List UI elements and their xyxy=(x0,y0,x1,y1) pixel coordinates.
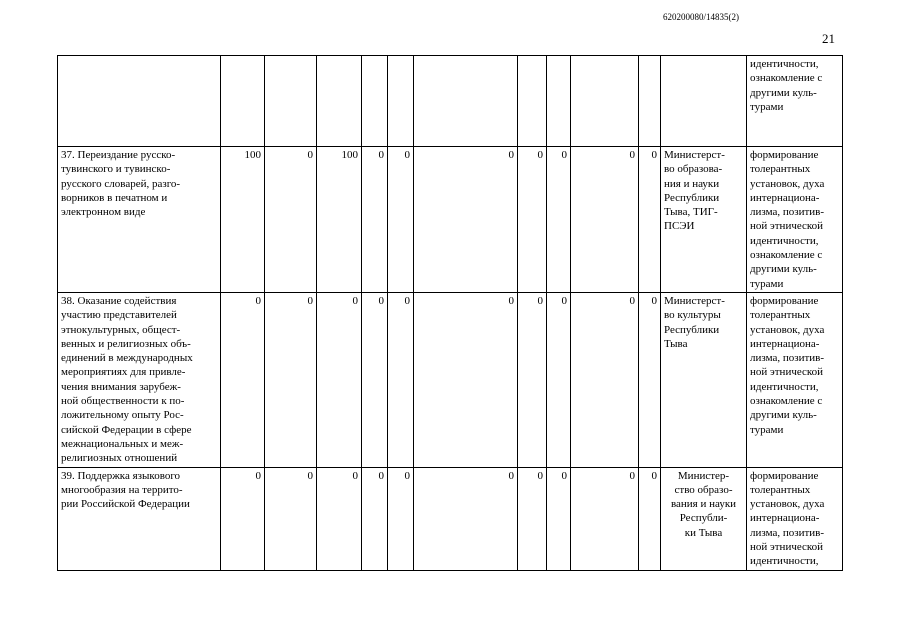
funding-value-cell-text: 0 xyxy=(651,295,657,307)
funding-value-cell xyxy=(639,147,661,293)
measure-name-cell xyxy=(58,56,221,147)
funding-value-cell xyxy=(221,147,265,293)
executor-cell-text: Министерст- во культуры Республики Тыва xyxy=(664,295,725,350)
funding-value-cell-text: 0 xyxy=(508,295,514,307)
funding-value-cell xyxy=(388,56,414,147)
funding-value-cell xyxy=(414,147,518,293)
funding-value-cell xyxy=(414,467,518,570)
funding-value-cell xyxy=(547,467,571,570)
funding-value-cell-text: 0 xyxy=(307,469,313,482)
funding-value-cell-text: 0 xyxy=(629,149,635,161)
funding-value-cell xyxy=(362,147,388,293)
executor-cell xyxy=(661,56,747,147)
document-number: 620200080/14835(2) xyxy=(663,12,739,22)
funding-value-cell-text: 0 xyxy=(255,469,261,482)
table-row xyxy=(58,293,843,468)
funding-value-cell xyxy=(414,56,518,147)
funding-value-cell-text: 100 xyxy=(244,149,261,161)
funding-value-cell-text: 0 xyxy=(378,149,384,161)
funding-value-cell-text: 0 xyxy=(537,295,543,307)
funding-value-cell xyxy=(571,467,639,570)
funding-value-cell xyxy=(388,147,414,293)
funding-value-cell-text: 0 xyxy=(629,469,635,482)
funding-value-cell xyxy=(265,147,317,293)
funding-value-cell xyxy=(639,293,661,468)
expected-result-cell xyxy=(747,293,843,468)
executor-cell xyxy=(661,467,747,570)
funding-value-cell xyxy=(518,147,547,293)
measure-name-cell xyxy=(58,293,221,468)
funding-value-cell-text: 0 xyxy=(378,295,384,307)
executor-cell xyxy=(661,293,747,468)
funding-value-cell xyxy=(317,147,362,293)
funding-value-cell-text: 0 xyxy=(352,295,358,307)
table-row xyxy=(58,467,843,570)
funding-value-cell-text: 0 xyxy=(255,295,261,307)
funding-value-cell-text: 0 xyxy=(404,295,410,307)
funding-value-cell xyxy=(571,56,639,147)
funding-value-cell xyxy=(221,293,265,468)
funding-value-cell xyxy=(221,467,265,570)
funding-value-cell-text: 0 xyxy=(378,469,384,482)
funding-value-cell-text: 0 xyxy=(537,469,543,482)
funding-value-cell-text: 0 xyxy=(561,149,567,161)
funding-value-cell xyxy=(547,56,571,147)
table-row xyxy=(58,147,843,293)
funding-value-cell xyxy=(221,56,265,147)
page-number: 21 xyxy=(822,31,835,46)
program-table xyxy=(57,55,843,571)
expected-result-cell xyxy=(747,467,843,570)
funding-value-cell xyxy=(362,467,388,570)
measure-name-cell-text: 38. Оказание содействия участию представителей этнокультурных, общест- венных и религиозных объ- единений в международных мероприятиях для привле- чения внимания зарубеж- ной общественности к по- ложительному опыту Рос- сийской Федерации в сфере межнациональных и меж- религиозных отношений xyxy=(61,295,193,465)
funding-value-cell-text: 0 xyxy=(561,295,567,307)
funding-value-cell-text: 0 xyxy=(561,469,567,482)
funding-value-cell-text: 0 xyxy=(508,149,514,161)
funding-value-cell xyxy=(571,147,639,293)
funding-value-cell-text: 0 xyxy=(404,469,410,482)
funding-value-cell-text: 0 xyxy=(537,149,543,161)
executor-cell xyxy=(661,147,747,293)
funding-value-cell-text: 0 xyxy=(404,149,410,161)
funding-value-cell xyxy=(414,293,518,468)
expected-result-cell xyxy=(747,147,843,293)
expected-result-cell-text: формирование толерантных установок, духа интернациона- лизма, позитив- ной этнической идентичности, xyxy=(750,469,825,568)
funding-value-cell xyxy=(571,293,639,468)
executor-cell-text: Министер- ство образо- вания и науки Республи- ки Тыва xyxy=(670,469,737,539)
funding-value-cell-text: 0 xyxy=(651,469,657,482)
funding-value-cell-text: 0 xyxy=(307,295,313,307)
funding-value-cell xyxy=(265,293,317,468)
measure-name-cell xyxy=(58,467,221,570)
expected-result-cell-text: идентичности, ознакомление с другими куль- турами xyxy=(750,58,823,113)
funding-value-cell xyxy=(639,56,661,147)
funding-value-cell-text: 0 xyxy=(508,469,514,482)
funding-value-cell-text: 0 xyxy=(651,149,657,161)
measure-name-cell-text: 39. Поддержка языкового многообразия на террито- рии Российской Федерации xyxy=(61,469,190,511)
funding-value-cell-text: 0 xyxy=(352,469,358,482)
funding-value-cell xyxy=(388,293,414,468)
funding-value-cell xyxy=(362,293,388,468)
funding-value-cell xyxy=(317,56,362,147)
expected-result-cell-text: формирование толерантных установок, духа интернациона- лизма, позитив- ной этнической идентичности, ознакомление с другими куль- турами xyxy=(750,295,825,436)
table-row xyxy=(58,56,843,147)
measure-name-cell xyxy=(58,147,221,293)
executor-cell-text: Министерст- во образова- ния и науки Республики Тыва, ТИГ- ПСЭИ xyxy=(664,149,725,233)
funding-value-cell xyxy=(265,56,317,147)
funding-value-cell xyxy=(518,293,547,468)
expected-result-cell-text: формирование толерантных установок, духа интернациона- лизма, позитив- ной этнической идентичности, ознакомление с другими куль- турами xyxy=(750,149,825,290)
funding-value-cell xyxy=(639,467,661,570)
funding-value-cell xyxy=(547,293,571,468)
funding-value-cell xyxy=(265,467,317,570)
funding-value-cell xyxy=(317,467,362,570)
funding-value-cell xyxy=(388,467,414,570)
funding-value-cell-text: 100 xyxy=(341,149,358,161)
measure-name-cell-text: 37. Переиздание русско- тувинского и тувинско- русского словарей, разго- ворников в печатном и электронном виде xyxy=(61,149,181,219)
funding-value-cell xyxy=(317,293,362,468)
funding-value-cell xyxy=(518,56,547,147)
funding-value-cell xyxy=(547,147,571,293)
expected-result-cell xyxy=(747,56,843,147)
funding-value-cell-text: 0 xyxy=(629,295,635,307)
funding-value-cell-text: 0 xyxy=(307,149,313,161)
funding-value-cell xyxy=(362,56,388,147)
funding-value-cell xyxy=(518,467,547,570)
